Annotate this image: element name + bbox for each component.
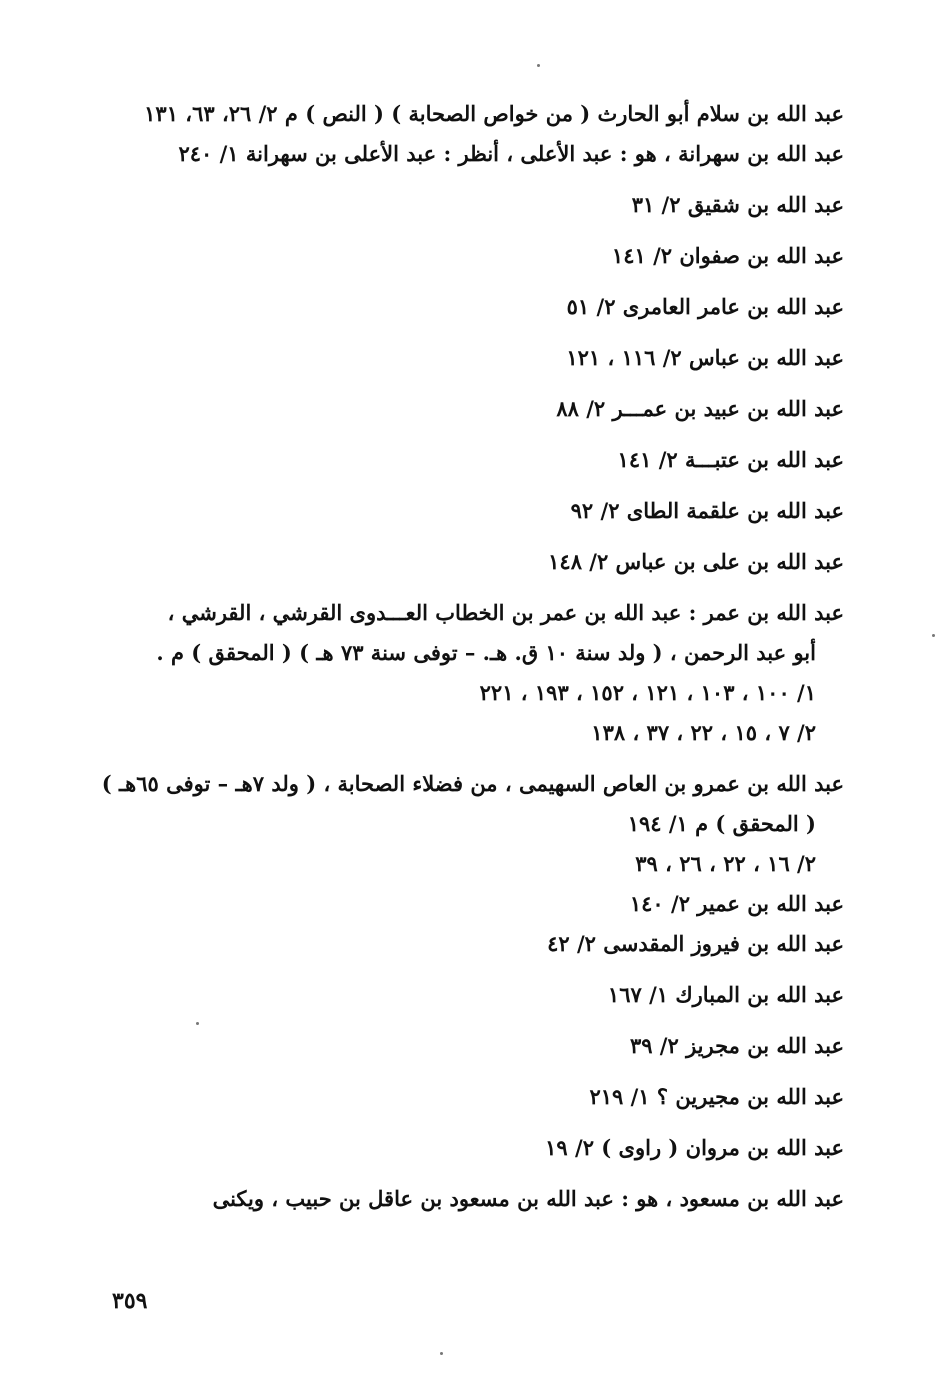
index-entry xyxy=(104,134,844,174)
entry-line: عبد الله بن سهرانة ، هو : عبد الأعلى ، أنظر : عبد الأعلى بن سهرانة ١/ ٢٤٠ xyxy=(178,141,844,166)
entry-line: عبد الله بن عبيد بن عمـــر ٢/ ٨٨ xyxy=(556,396,844,421)
scan-speck xyxy=(196,1022,199,1025)
index-entry xyxy=(104,287,844,327)
index-entry xyxy=(104,924,844,964)
index-entry xyxy=(104,1077,844,1117)
index-entry xyxy=(104,593,844,753)
index-entry xyxy=(101,764,844,884)
index-entry xyxy=(104,1026,844,1066)
index-entry xyxy=(104,185,844,225)
entry-line: عبد الله بن مروان ( راوى ) ٢/ ١٩ xyxy=(545,1135,844,1160)
index-entry xyxy=(104,389,844,429)
entry-line: عبد الله بن عباس ٢/ ١١٦ ، ١٢١ xyxy=(566,345,844,370)
index-entry xyxy=(104,1128,844,1168)
entry-line: عبد الله بن فيروز المقدسى ٢/ ٤٢ xyxy=(547,931,844,956)
index-entry xyxy=(104,1179,844,1219)
index-entry xyxy=(104,440,844,480)
index-entry xyxy=(104,236,844,276)
entry-line-continued: ٢/ ١٦ ، ٢٢ ، ٢٦ ، ٣٩ xyxy=(635,851,816,876)
entry-line: عبد الله بن عمر : عبد الله بن عمر بن الخطاب العـــدوى القرشي ، القرشي ، xyxy=(167,600,844,625)
index-entry xyxy=(104,491,844,531)
index-entry xyxy=(104,975,844,1015)
entry-line: عبد الله بن مجريز ٢/ ٣٩ xyxy=(629,1033,844,1058)
entry-line-continued: ٢/ ٧ ، ١٥ ، ٢٢ ، ٣٧ ، ١٣٨ xyxy=(591,720,816,745)
entry-line: عبد الله بن سلام أبو الحارث ( من خواص الصحابة ) ( النص ) م ٢/ ٢٦، ٦٣، ١٣١ xyxy=(144,101,844,126)
entry-line: عبد الله بن مسعود ، هو : عبد الله بن مسعود بن عاقل بن حبيب ، ويكنى xyxy=(212,1186,844,1211)
index-entry xyxy=(104,542,844,582)
entry-line: عبد الله بن صفوان ٢/ ١٤١ xyxy=(611,243,844,268)
scan-speck xyxy=(440,1352,443,1355)
entry-line-continued: ( المحقق ) م ١/ ١٩٤ xyxy=(627,811,816,836)
index-entry xyxy=(104,884,844,924)
entry-line: عبد الله بن علقمة الطاى ٢/ ٩٢ xyxy=(570,498,844,523)
page-number: ٣٥٩ xyxy=(112,1288,148,1314)
entry-line: عبد الله بن مجيرين ؟ ١/ ٢١٩ xyxy=(589,1084,844,1109)
entry-line: عبد الله بن على بن عباس ٢/ ١٤٨ xyxy=(548,549,844,574)
entry-line-continued: ١/ ١٠٠ ، ١٠٣ ، ١٢١ ، ١٥٢ ، ١٩٣ ، ٢٢١ xyxy=(479,680,816,705)
index-entry-list xyxy=(101,94,844,1219)
index-entry xyxy=(104,338,844,378)
scan-speck xyxy=(932,634,935,637)
entry-line: عبد الله بن شقيق ٢/ ٣١ xyxy=(631,192,844,217)
scan-speck xyxy=(537,64,540,67)
entry-line: عبد الله بن عتبـــة ٢/ ١٤١ xyxy=(617,447,844,472)
entry-line: عبد الله بن المبارك ١/ ١٦٧ xyxy=(607,982,844,1007)
entry-line: عبد الله بن عمرو بن العاص السهيمى ، من فضلاء الصحابة ، ( ولد ٧هـ – توفى ٦٥هـ ) xyxy=(101,771,844,796)
entry-line: عبد الله بن عمير ٢/ ١٤٠ xyxy=(629,891,844,916)
entry-line-continued: أبو عبد الرحمن ، ( ولد سنة ١٠ ق. هـ. – توفى سنة ٧٣ هـ ) ( المحقق ) م . xyxy=(156,640,816,665)
index-entry xyxy=(104,94,844,134)
entry-line: عبد الله بن عامر العامرى ٢/ ٥١ xyxy=(566,294,844,319)
